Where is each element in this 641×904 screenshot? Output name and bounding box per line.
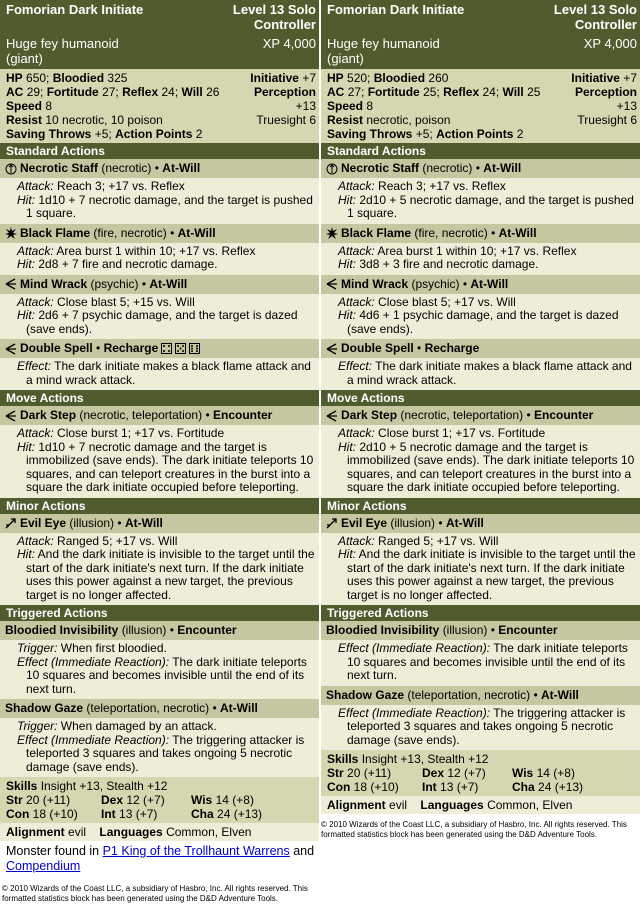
power-body: Trigger: When damaged by an attack. Effect (Immediate Reaction): The triggering attacker is teleported 3 squares and takes ongoing 5 necrotic damage (save ends). [0, 718, 319, 777]
monster-level: Level 13 Solo [232, 2, 316, 17]
power-dark-step: Dark Step (necrotic, teleportation) • Encounter [321, 406, 640, 425]
power-double-spell: Double Spell • Recharge [0, 339, 319, 358]
section-triggered-actions: Triggered Actions [0, 605, 319, 621]
power-body: Effect: The dark initiate makes a black flame attack and a mind wrack attack. [0, 358, 319, 390]
power-body: Attack: Ranged 5; +17 vs. Will Hit: And the dark initiate is invisible to the target until the start of the dark initiate's next turn. If the dark initiate uses this power against a new target, the previous target is no longer affected. [0, 533, 319, 606]
power-necrotic-staff: Necrotic Staff (necrotic) • At-Will [321, 159, 640, 178]
section-minor-actions: Minor Actions [0, 498, 319, 514]
blast-icon [5, 278, 17, 290]
power-bloodied-invisibility: Bloodied Invisibility (illusion) • Encounter [321, 621, 640, 640]
copyright: © 2010 Wizards of the Coast LLC, a subsidiary of Hasbro, Inc. All rights reserved. This formatted statistics block has been generated using the D&D Adventure Tools. [321, 820, 627, 839]
burst-icon [5, 227, 17, 239]
power-bloodied-invisibility: Bloodied Invisibility (illusion) • Encounter [0, 621, 319, 640]
section-triggered-actions: Triggered Actions [321, 605, 640, 621]
blast-icon [326, 343, 338, 355]
monster-size: Huge fey humanoid [327, 36, 440, 51]
power-shadow-gaze: Shadow Gaze (teleportation, necrotic) • At-Will [321, 686, 640, 705]
section-move-actions: Move Actions [0, 390, 319, 406]
arrow-icon [5, 517, 17, 529]
power-body: Effect: The dark initiate makes a black flame attack and a mind wrack attack. [321, 358, 640, 390]
skills-block: Skills Insight +13, Stealth +12 Str 20 (+11) Dex 12 (+7) Wis 14 (+8) Con 18 (+10) Int 13 (+7) Cha 24 (+13) [0, 777, 319, 823]
monster-name: Fomorian Dark Initiate [6, 2, 144, 17]
alignment-languages: Alignment evil Languages Common, Elven [321, 796, 640, 814]
power-body: Attack: Close blast 5; +17 vs. Will Hit: 4d6 + 1 psychic damage, and the target is dazed (save ends). [321, 294, 640, 340]
power-body: Attack: Area burst 1 within 10; +17 vs. Reflex Hit: 2d8 + 7 fire and necrotic damage. [0, 243, 319, 275]
copyright: © 2010 Wizards of the Coast LLC, a subsidiary of Hasbro, Inc. All rights reserved. This formatted statistics block has been generated using the D&D Adventure Tools. [2, 884, 308, 903]
monster-xp: XP 4,000 [262, 36, 316, 51]
burst-icon [326, 227, 338, 239]
section-move-actions: Move Actions [321, 390, 640, 406]
power-mind-wrack: Mind Wrack (psychic) • At-Will [321, 275, 640, 294]
section-standard-actions: Standard Actions [0, 143, 319, 159]
power-black-flame: Black Flame (fire, necrotic) • At-Will [0, 224, 319, 243]
monster-name: Fomorian Dark Initiate [327, 2, 465, 17]
blast-icon [326, 410, 338, 422]
blast-icon [5, 410, 17, 422]
section-standard-actions: Standard Actions [321, 143, 640, 159]
power-body: Attack: Close burst 1; +17 vs. Fortitude Hit: 2d10 + 5 necrotic damage and the target is immobilized (save ends). The dark initiate teleports 10 squares, and can teleport creatures in the burst into a square the dark initiate occupied before teleporting. [321, 425, 640, 498]
statblock-left [0, 0, 319, 904]
source-link-book[interactable]: P1 King of the Trollhaunt Warrens [102, 844, 290, 858]
power-body: Attack: Reach 3; +17 vs. Reflex Hit: 2d10 + 5 necrotic damage, and the target is pushed 1 square. [321, 178, 640, 224]
power-body: Effect (Immediate Reaction): The dark initiate teleports 10 squares and becomes invisible until the end of its next turn. [321, 640, 640, 686]
monster-role: Controller [253, 17, 316, 32]
blast-icon [5, 343, 17, 355]
power-body: Attack: Reach 3; +17 vs. Reflex Hit: 1d10 + 7 necrotic damage, and the target is pushed 1 square. [0, 178, 319, 224]
power-double-spell: Double Spell • Recharge [321, 339, 640, 358]
source-link-compendium[interactable]: Compendium [6, 859, 81, 873]
header [321, 0, 640, 69]
power-shadow-gaze: Shadow Gaze (teleportation, necrotic) • At-Will [0, 699, 319, 718]
source-line: Monster found in P1 King of the Trollhaunt Warrens and Compendium [0, 841, 319, 876]
staff-icon [326, 163, 338, 175]
monster-xp: XP 4,000 [583, 36, 637, 51]
senses: Initiative +7 Perception +13 Truesight 6 [571, 71, 637, 127]
power-evil-eye: Evil Eye (illusion) • At-Will [321, 514, 640, 533]
senses: Initiative +7 Perception +13 Truesight 6 [250, 71, 316, 127]
power-body: Attack: Close blast 5; +15 vs. Will Hit: 2d6 + 7 psychic damage, and the target is dazed (save ends). [0, 294, 319, 340]
monster-subtype: (giant) [6, 51, 43, 66]
arrow-icon [326, 517, 338, 529]
staff-icon [5, 163, 17, 175]
section-minor-actions: Minor Actions [321, 498, 640, 514]
stats-block: HP 520; Bloodied 260 AC 27; Fortitude 25; Reflex 24; Will 25 Speed 8 Resist necrotic, poison Saving Throws +5; Action Points 2 Initiative +7 Perception +13 Truesight 6 [321, 69, 640, 143]
dice-icon [161, 343, 201, 354]
power-body: Attack: Close burst 1; +17 vs. Fortitude Hit: 1d10 + 7 necrotic damage and the target is immobilized (save ends). The dark initiate teleports 10 squares, and can teleport creatures in the burst into a square the dark initiate occupied before teleporting. [0, 425, 319, 498]
skills-block: Skills Insight +13, Stealth +12 Str 20 (+11) Dex 12 (+7) Wis 14 (+8) Con 18 (+10) Int 13 (+7) Cha 24 (+13) [321, 750, 640, 796]
alignment-languages: Alignment evil Languages Common, Elven [0, 823, 319, 841]
power-black-flame: Black Flame (fire, necrotic) • At-Will [321, 224, 640, 243]
blast-icon [326, 278, 338, 290]
monster-subtype: (giant) [327, 51, 364, 66]
monster-size: Huge fey humanoid [6, 36, 119, 51]
power-mind-wrack: Mind Wrack (psychic) • At-Will [0, 275, 319, 294]
monster-level: Level 13 Solo [553, 2, 637, 17]
header [0, 0, 319, 69]
power-body: Attack: Area burst 1 within 10; +17 vs. Reflex Hit: 3d8 + 3 fire and necrotic damage. [321, 243, 640, 275]
stats-block: HP 650; Bloodied 325 AC 29; Fortitude 27; Reflex 24; Will 26 Speed 8 Resist 10 necrotic, 10 poison Saving Throws +5; Action Points 2 Initiative +7 Perception +13 Truesight 6 [0, 69, 319, 143]
statblock-right [321, 0, 640, 840]
monster-role: Controller [574, 17, 637, 32]
power-dark-step: Dark Step (necrotic, teleportation) • Encounter [0, 406, 319, 425]
power-body: Effect (Immediate Reaction): The triggering attacker is teleported 3 squares and takes ongoing 5 necrotic damage (save ends). [321, 705, 640, 751]
power-body: Trigger: When first bloodied. Effect (Immediate Reaction): The dark initiate teleports 10 squares and becomes invisible until the end of its next turn. [0, 640, 319, 699]
power-evil-eye: Evil Eye (illusion) • At-Will [0, 514, 319, 533]
power-body: Attack: Ranged 5; +17 vs. Will Hit: And the dark initiate is invisible to the target until the start of the dark initiate's next turn. If the dark initiate uses this power against a new target, the previous target is no longer affected. [321, 533, 640, 606]
power-necrotic-staff: Necrotic Staff (necrotic) • At-Will [0, 159, 319, 178]
